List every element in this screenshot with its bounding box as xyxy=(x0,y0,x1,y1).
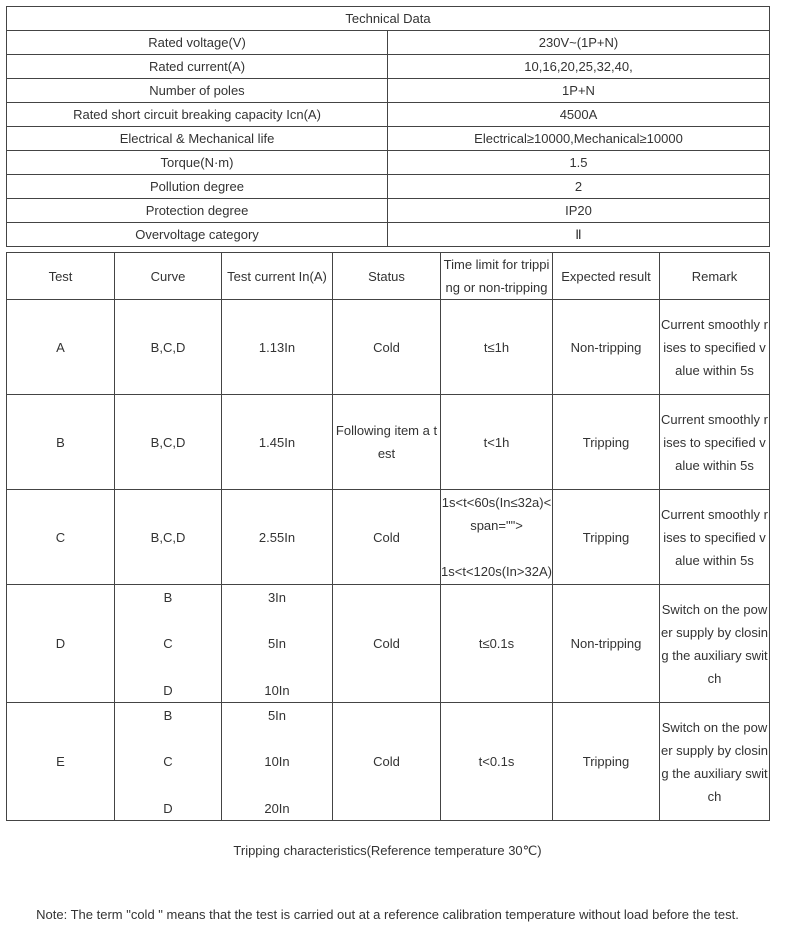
table-row xyxy=(7,223,770,247)
status: Cold xyxy=(333,490,441,585)
tripping-test-table xyxy=(6,252,770,821)
table-row xyxy=(7,490,770,585)
time-limit: t≤0.1s xyxy=(441,585,553,703)
test-current xyxy=(222,703,333,821)
table-row xyxy=(7,151,770,175)
test-id: E xyxy=(7,703,115,821)
column-header-test-current: Test current In(A) xyxy=(222,253,333,300)
test-id: C xyxy=(7,490,115,585)
table-row xyxy=(7,199,770,223)
status: Cold xyxy=(333,585,441,703)
time-limit xyxy=(441,490,553,585)
spec-label: Protection degree xyxy=(7,199,388,223)
table-row xyxy=(7,103,770,127)
spec-value: 2 xyxy=(388,175,770,199)
test-current xyxy=(222,585,333,703)
curve-item: C xyxy=(163,636,173,651)
column-header-test: Test xyxy=(7,253,115,300)
test-current: 1.13In xyxy=(222,300,333,395)
spec-value: 4500A xyxy=(388,103,770,127)
table-title: Technical Data xyxy=(7,7,770,31)
time-limit-line: 1s<t<60s(In≤32a)<span=""> xyxy=(441,495,552,533)
curve-item: B xyxy=(163,589,173,605)
spec-label: Rated voltage(V) xyxy=(7,31,388,55)
expected-result: Non-tripping xyxy=(553,585,660,703)
curve: B,C,D xyxy=(115,300,222,395)
expected-result: Tripping xyxy=(553,703,660,821)
column-header-expected-result: Expected result xyxy=(553,253,660,300)
spec-label: Pollution degree xyxy=(7,175,388,199)
current-item: 3In xyxy=(267,589,287,605)
curve-item: C xyxy=(163,754,173,769)
spec-value: 1P+N xyxy=(388,79,770,103)
time-limit: t<0.1s xyxy=(441,703,553,821)
current-item: 5In xyxy=(267,707,287,723)
column-header-time-limit: Time limit for tripping or non-tripping xyxy=(441,253,553,300)
spec-value: Electrical≥10000,Mechanical≥10000 xyxy=(388,127,770,151)
test-current: 1.45In xyxy=(222,395,333,490)
technical-data-table xyxy=(6,6,770,247)
table-row xyxy=(7,31,770,55)
table-row xyxy=(7,703,770,821)
spec-label: Rated short circuit breaking capacity Icn(A) xyxy=(7,103,388,127)
expected-result: Tripping xyxy=(553,490,660,585)
column-header-status: Status xyxy=(333,253,441,300)
remark: Current smoothly rises to specified value within 5s xyxy=(660,395,770,490)
spec-label: Torque(N·m) xyxy=(7,151,388,175)
expected-result: Tripping xyxy=(553,395,660,490)
curve-item: B xyxy=(163,707,173,723)
table-row xyxy=(7,175,770,199)
curve-item: D xyxy=(163,800,173,816)
time-limit-line: 1s<t<120s(In>32A) xyxy=(441,564,552,579)
table-row xyxy=(7,79,770,103)
current-item: 20In xyxy=(264,800,290,816)
curve: B,C,D xyxy=(115,395,222,490)
curve: B,C,D xyxy=(115,490,222,585)
table-row xyxy=(7,300,770,395)
status: Cold xyxy=(333,703,441,821)
spec-label: Overvoltage category xyxy=(7,223,388,247)
curve xyxy=(115,703,222,821)
status: Following item a test xyxy=(333,395,441,490)
remark: Current smoothly rises to specified value within 5s xyxy=(660,300,770,395)
remark: Current smoothly rises to specified value within 5s xyxy=(660,490,770,585)
table-caption: Tripping characteristics(Reference temperature 30℃) xyxy=(233,843,542,858)
test-current: 2.55In xyxy=(222,490,333,585)
current-item: 5In xyxy=(267,636,287,651)
spec-value: IP20 xyxy=(388,199,770,223)
test-id: B xyxy=(7,395,115,490)
table-header-row xyxy=(7,253,770,300)
time-limit: t≤1h xyxy=(441,300,553,395)
status: Cold xyxy=(333,300,441,395)
spec-value: 230V~(1P+N) xyxy=(388,31,770,55)
footnote: Note: The term "cold " means that the test is carried out at a reference calibration temperature without load before the test. xyxy=(36,907,739,922)
test-id: A xyxy=(7,300,115,395)
spec-label: Electrical & Mechanical life xyxy=(7,127,388,151)
current-item: 10In xyxy=(264,682,290,698)
spec-value: Ⅱ xyxy=(388,223,770,247)
curve xyxy=(115,585,222,703)
spec-label: Rated current(A) xyxy=(7,55,388,79)
spec-value: 10,16,20,25,32,40, xyxy=(388,55,770,79)
table-row xyxy=(7,127,770,151)
expected-result: Non-tripping xyxy=(553,300,660,395)
test-id: D xyxy=(7,585,115,703)
current-item: 10In xyxy=(264,754,290,769)
table-row xyxy=(7,585,770,703)
spec-value: 1.5 xyxy=(388,151,770,175)
remark: Switch on the power supply by closing the auxiliary switch xyxy=(660,703,770,821)
column-header-curve: Curve xyxy=(115,253,222,300)
table-row xyxy=(7,395,770,490)
remark: Switch on the power supply by closing the auxiliary switch xyxy=(660,585,770,703)
spec-label: Number of poles xyxy=(7,79,388,103)
column-header-remark: Remark xyxy=(660,253,770,300)
table-row xyxy=(7,55,770,79)
curve-item: D xyxy=(163,682,173,698)
time-limit: t<1h xyxy=(441,395,553,490)
